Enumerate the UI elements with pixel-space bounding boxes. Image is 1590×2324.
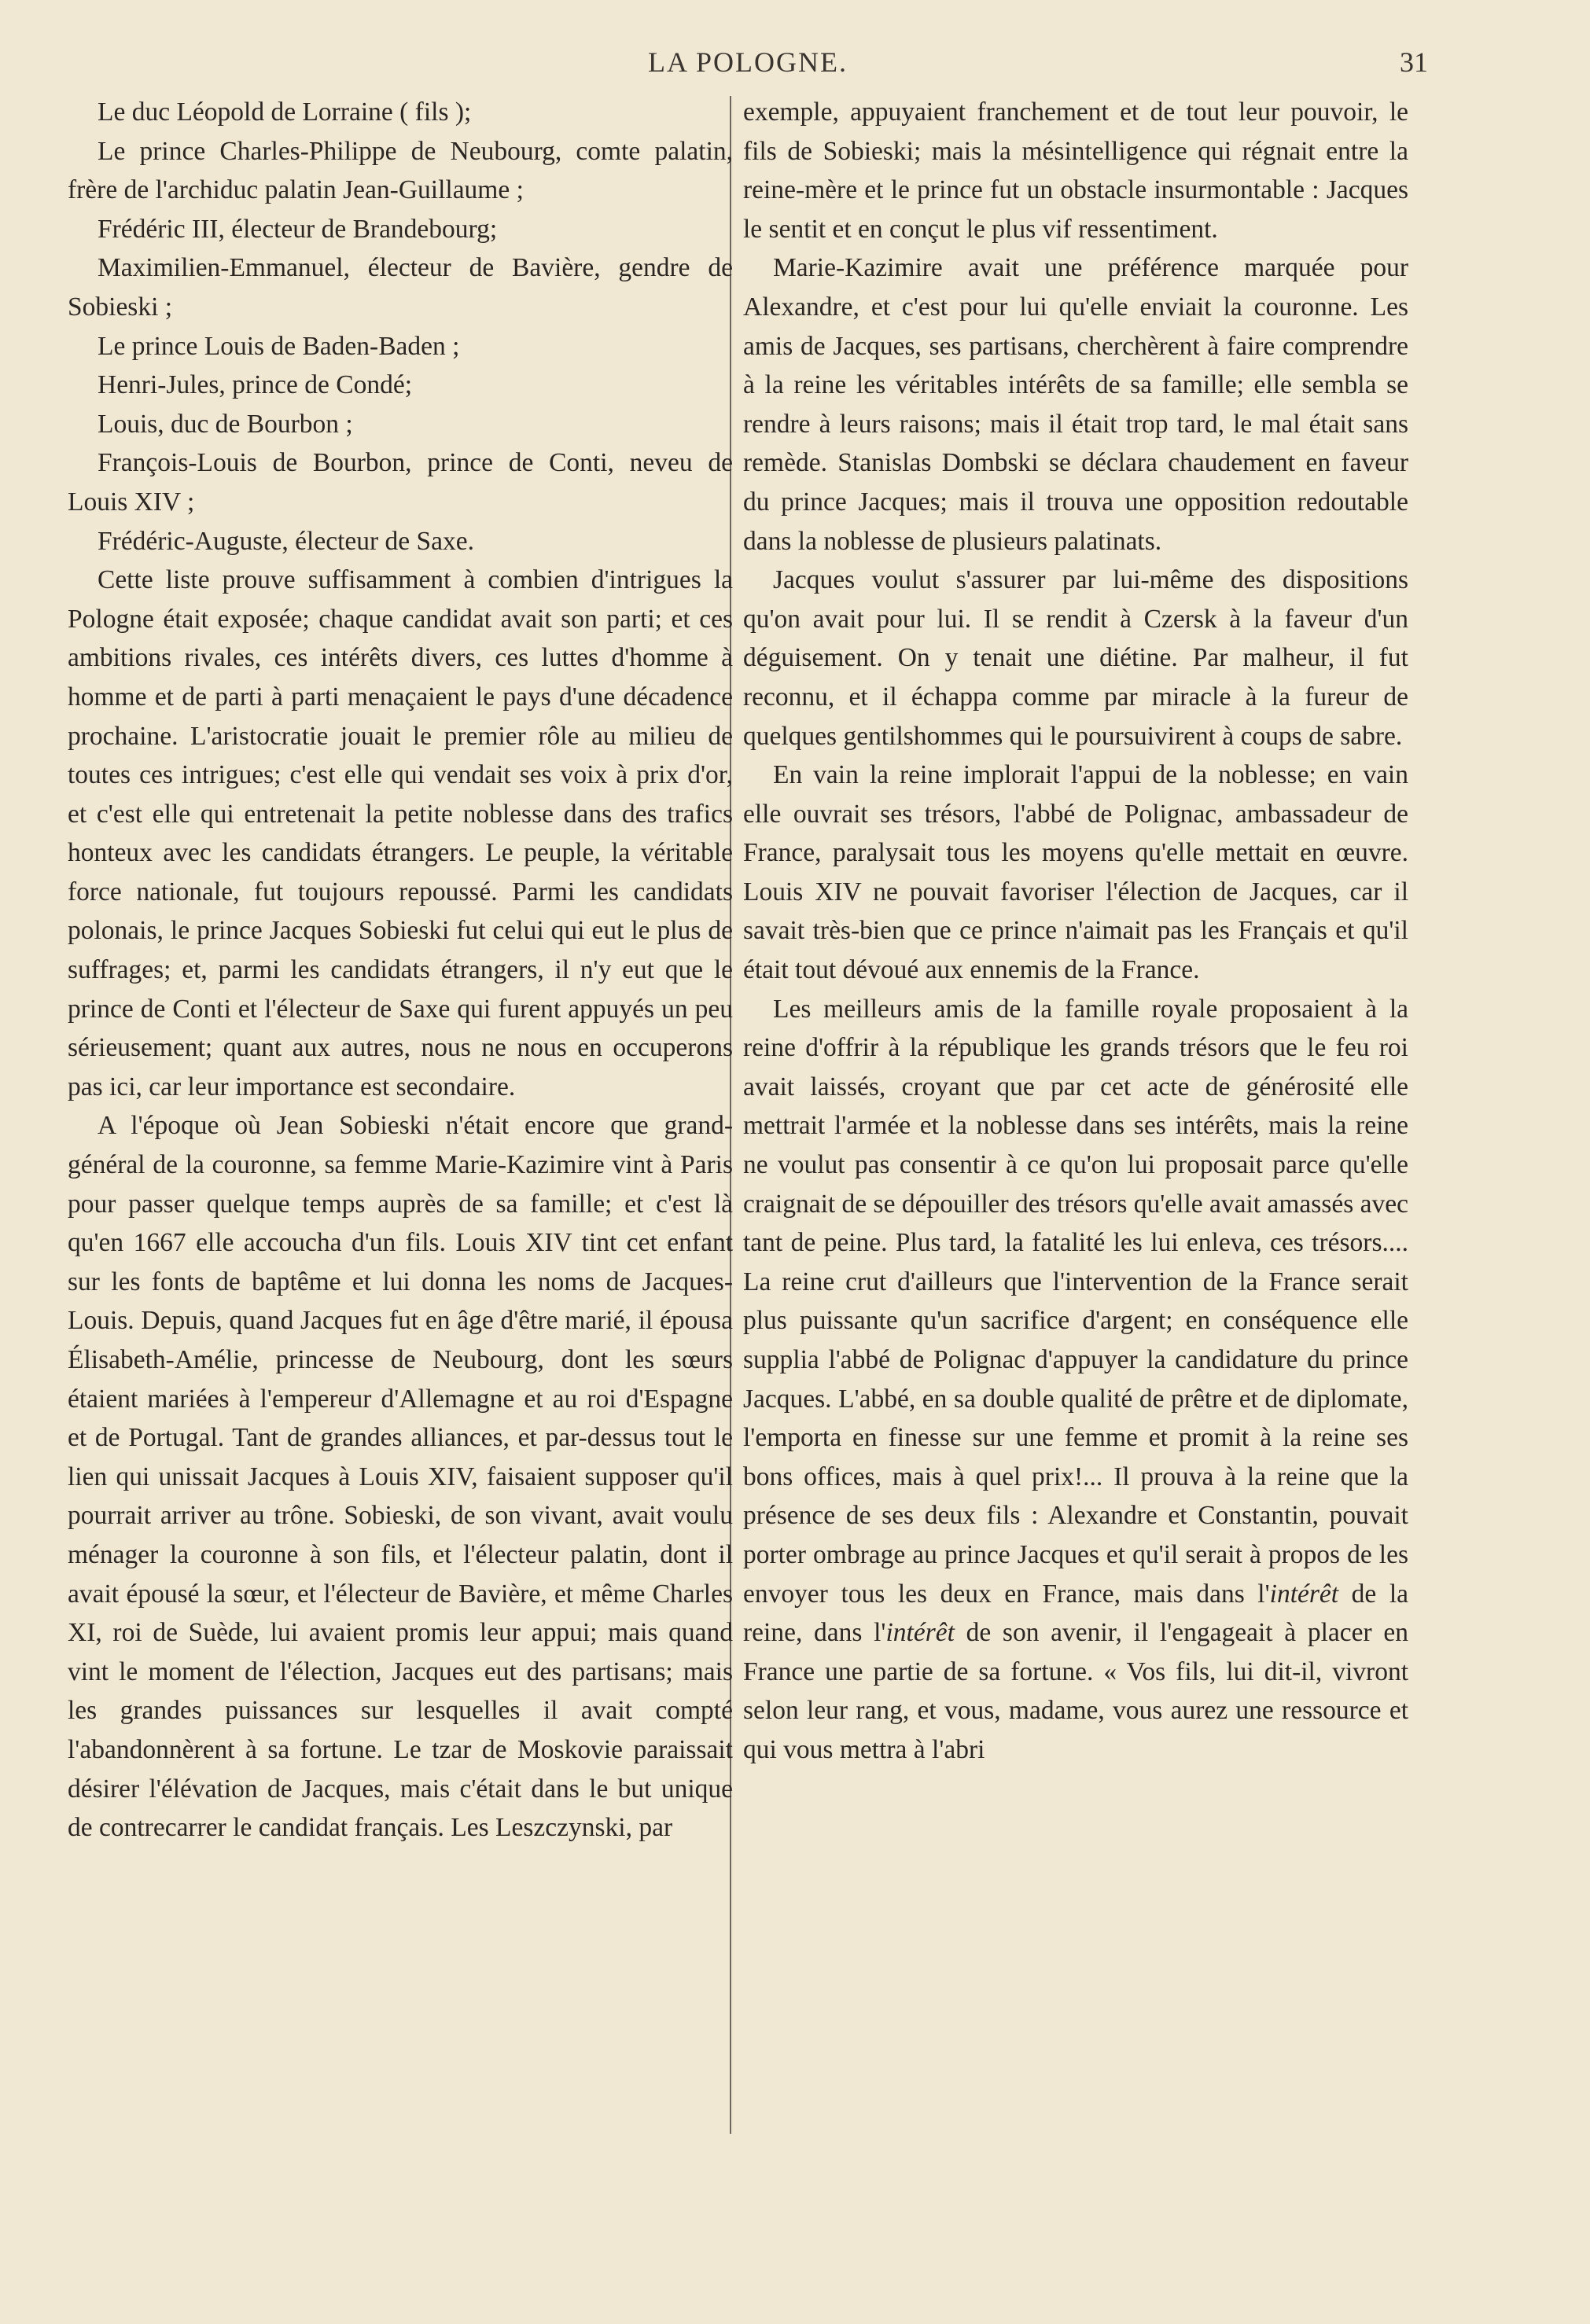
candidate-item: Maximilien-Emmanuel, électeur de Bavière, gendre de Sobieski ; (68, 253, 733, 322)
body-paragraph: exemple, appuyaient franchement et de tout leur pouvoir, le fils de Sobieski; mais la mésintelligence qui régnait entre la reine-mère et le prince fut un obstacle insurmontable : Jacques le sentit et en conçut le plus vif ressentiment. (743, 97, 1408, 244)
page-number: 31 (1400, 46, 1428, 78)
right-column (743, 93, 1408, 1770)
candidate-item: Frédéric III, électeur de Brandebourg; (98, 214, 498, 244)
running-title: LA POLOGNE. (648, 46, 848, 78)
left-column (68, 93, 733, 1848)
text-run: de la reine, dans l' (743, 1579, 1408, 1648)
body-paragraph: Marie-Kazimire avait une préférence marquée pour Alexandre, et c'est pour lui qu'elle enviait la couronne. Les amis de Jacques, ses partisans, cherchèrent à faire comprendre à la reine les véritables intérêts de sa famille; elle sembla se rendre à leurs raisons; mais il était trop tard, le mal était sans remède. Stanislas Dombski se déclara chaudement en faveur du prince Jacques; mais il trouva une opposition redoutable dans la noblesse de plusieurs palatinats. (743, 253, 1408, 556)
emphasis: intérêt (885, 1618, 955, 1648)
body-paragraph: En vain la reine implorait l'appui de la noblesse; en vain elle ouvrait ses trésors, l'abbé de Polignac, ambassadeur de France, paralysait tous les moyens qu'elle mettait en œuvre. Louis XIV ne pouvait favoriser l'élection de Jacques, car il savait très-bien que ce prince n'aimait pas les Français et qu'il était tout dévoué aux ennemis de la France. (743, 760, 1408, 985)
candidate-item: François-Louis de Bourbon, prince de Conti, neveu de Louis XIV ; (68, 448, 733, 517)
candidate-item: Le duc Léopold de Lorraine ( fils ); (98, 97, 472, 127)
candidate-item: Henri-Jules, prince de Condé; (98, 370, 413, 400)
candidate-item: Le prince Louis de Baden-Baden ; (98, 331, 460, 361)
candidate-item: Le prince Charles-Philippe de Neubourg, comte palatin, frère de l'archiduc palatin Jean-Guillaume ; (68, 136, 733, 205)
body-paragraph: Jacques voulut s'assurer par lui-même des dispositions qu'on avait pour lui. Il se rendit à Czersk à la faveur d'un déguisement. On y tenait une diétine. Par malheur, il fut reconnu, et il échappa comme par miracle à la fureur de quelques gentilshommes qui le poursuivirent à coups de sabre. (743, 565, 1408, 751)
body-paragraph: Cette liste prouve suffisamment à combien d'intrigues la Pologne était exposée; chaque candidat avait son parti; et ces ambitions rivales, ces intérêts divers, ces luttes d'homme à homme et de parti à parti menaçaient le pays d'une décadence prochaine. L'aristocratie jouait le premier rôle au milieu de toutes ces intrigues; c'est elle qui vendait ses voix à prix d'or, et c'est elle qui entretenait la petite noblesse dans des trafics honteux avec les candidats étrangers. Le peuple, la véritable force nationale, fut toujours repoussé. Parmi les candidats polonais, le prince Jacques Sobieski fut celui qui eut le plus de suffrages; et, parmi les candidats étrangers, il n'y eut que le prince de Conti et l'électeur de Saxe qui furent appuyés un peu sérieusement; quant aux autres, nous ne nous en occuperons pas ici, car leur importance est secondaire. (68, 565, 733, 1101)
text-run: de son avenir, il l'engageait à placer en France une partie de sa fortune. « Vos fils, lui dit-il, vivront selon leur rang, et vous, madame, vous aurez une ressource et qui vous mettra à l'abri (743, 1618, 1408, 1764)
running-head (68, 46, 1428, 86)
body-paragraph (743, 990, 1408, 1770)
emphasis: intérêt (1269, 1579, 1339, 1609)
candidate-item: Louis, duc de Bourbon ; (98, 409, 353, 439)
body-paragraph: A l'époque où Jean Sobieski n'était encore que grand-général de la couronne, sa femme Marie-Kazimire vint à Paris pour passer quelque temps auprès de sa famille; et c'est là qu'en 1667 elle accoucha d'un fils. Louis XIV tint cet enfant sur les fonts de baptême et lui donna les noms de Jacques-Louis. Depuis, quand Jacques fut en âge d'être marié, il épousa Élisabeth-Amélie, princesse de Neubourg, dont les sœurs étaient mariées à l'empereur d'Allemagne et au roi d'Espagne et de Portugal. Tant de grandes alliances, et par-dessus tout le lien qui unissait Jacques à Louis XIV, faisaient supposer qu'il pourrait arriver au trône. Sobieski, de son vivant, avait voulu ménager la couronne à son fils, et l'électeur palatin, dont il avait épousé la sœur, et l'électeur de Bavière, et même Charles XI, roi de Suède, lui avaient promis leur appui; mais quand vint le moment de l'élection, Jacques eut des partisans; mais les grandes puissances sur lesquelles il avait compté l'abandonnèrent à sa fortune. Le tzar de Moskovie paraissait désirer l'élévation de Jacques, mais c'était dans le but unique de contrecarrer le candidat français. Les Leszczynski, par (68, 1111, 733, 1843)
text-run: Les meilleurs amis de la famille royale proposaient à la reine d'offrir à la république les grands trésors que le feu roi avait laissés, croyant que par cet acte de générosité elle mettrait l'armée et la noblesse dans ses intérêts, mais la reine ne voulut pas consentir à ce qu'on lui proposait parce qu'elle craignait de se dépouiller des trésors qu'elle avait amassés avec tant de peine. Plus tard, la fatalité les lui enleva, ces trésors.... La reine crut d'ailleurs que l'intervention de la France serait plus puissante qu'un sacrifice d'argent; en conséquence elle supplia l'abbé de Polignac d'appuyer la candidature du prince Jacques. L'abbé, en sa double qualité de prêtre et de diplomate, l'emporta en finesse sur une femme et promit à la reine ses bons offices, mais à quel prix!... Il prouva à la reine que la présence de ses deux fils : Alexandre et Constantin, pouvait porter ombrage au prince Jacques et qu'il serait à propos de les envoyer tous les deux en France, mais dans l' (743, 994, 1408, 1609)
candidate-item: Frédéric-Auguste, électeur de Saxe. (98, 526, 475, 556)
